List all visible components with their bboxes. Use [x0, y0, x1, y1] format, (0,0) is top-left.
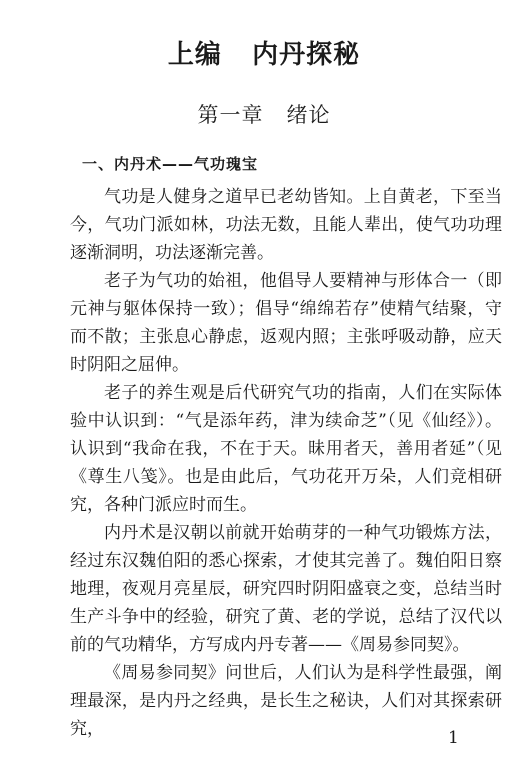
paragraph-3: 老子的养生观是后代研究气功的指南，人们在实际体验中认识到：“气是添年药，津为续命芝”（见《仙经》）。认识到“我命在我，不在于天。昧用者天，善用者延”（见《尊生八笺》。也是由此后，气功花开万朵，人们竞相研究，各种门派应时而生。 — [70, 383, 502, 515]
paragraph-5: 《周易参同契》问世后，人们认为是科学性最强，阐理最深，是内丹之经典，是长生之秘诀，人们对其探索研究， — [70, 663, 502, 739]
body-text — [70, 183, 502, 743]
chapter-title: 第一章 绪论 — [197, 103, 331, 127]
page-number: 1 — [448, 728, 459, 748]
section-title: 一、内丹术——气功瑰宝 — [82, 155, 259, 173]
paragraph-1: 气功是人健身之道早已老幼皆知。上自黄老，下至当今，气功门派如林，功法无数，且能人辈出，使气功功理逐渐洞明，功法逐渐完善。 — [70, 187, 502, 263]
part-title: 上编 内丹探秘 — [167, 40, 361, 70]
paragraph-2: 老子为气功的始祖，他倡导人要精神与形体合一（即元神与躯体保持一致）；倡导“绵绵若存”使精气结聚，守而不散；主张息心静虑，返观内照；主张呼吸动静，应天时阴阳之屈伸。 — [70, 271, 502, 375]
paragraph-4: 内丹术是汉朝以前就开始萌芽的一种气功锻炼方法，经过东汉魏伯阳的悉心探索，才使其完善了。魏伯阳日察地理，夜观月亮星辰，研究四时阴阳盛衰之变，总结当时生产斗争中的经验，研究了黄、老的学说，总结了汉代以前的气功精华，方写成内丹专著——《周易参同契》。 — [70, 523, 502, 655]
